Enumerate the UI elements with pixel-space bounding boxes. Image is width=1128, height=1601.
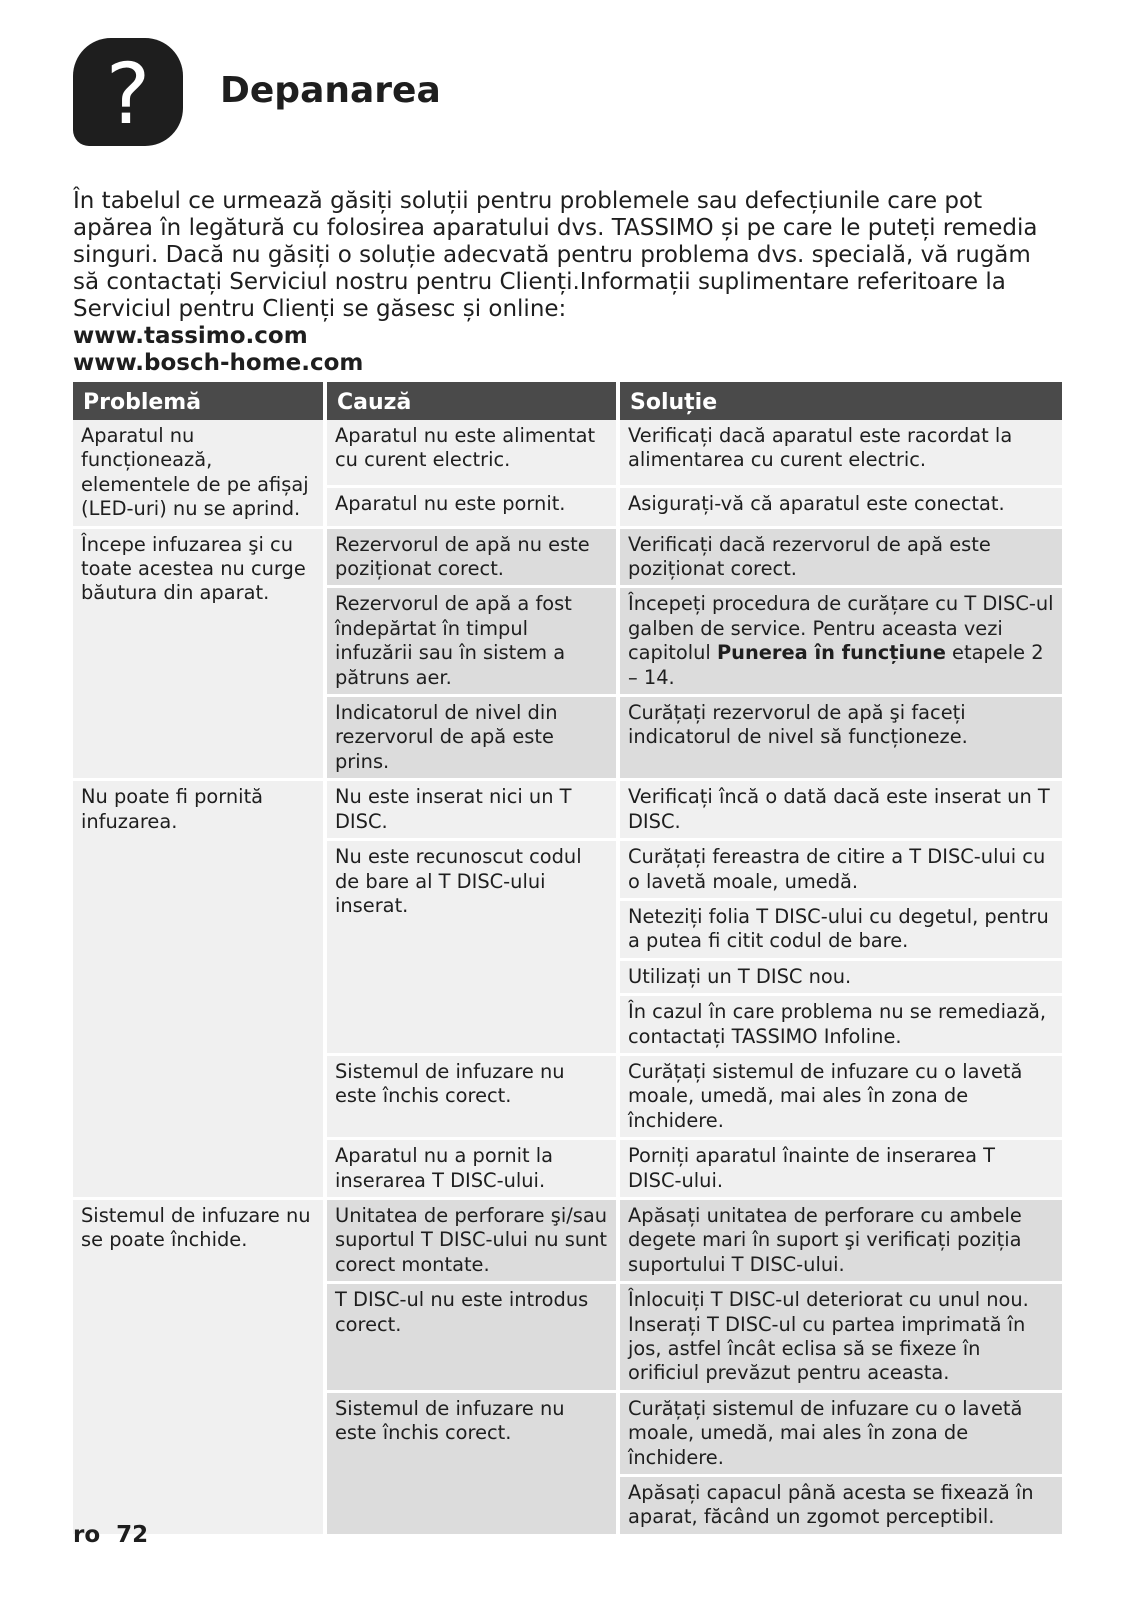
table-header-row: [73, 382, 1062, 420]
language-code: ro: [73, 1522, 101, 1548]
table-row: [73, 420, 1062, 487]
cause-cell: Indicatorul de nivel din rezervorul de apă este prins.: [325, 696, 618, 780]
cause-cell: Rezervorul de apă nu este poziționat corect.: [325, 527, 618, 587]
table-row: [73, 1198, 1062, 1282]
question-mark-glyph: ?: [105, 45, 151, 143]
solution-cell: În cazul în care problema nu se remediază, contactați TASSIMO Infoline.: [618, 995, 1062, 1055]
intro-paragraph: În tabelul ce urmează găsiți soluții pentru problemele sau defecțiunile care pot apărea în legătură cu folosirea aparatului dvs. TASSIMO și pe care le puteți remedia singuri. Dacă nu găsiți o soluție adecvată pentru problema dvs. specială, vă rugăm să contactați Serviciul nostru pentru Clienți.Informații suplimentare referitoare la Serviciul pentru Clienți se găsesc și online:: [73, 188, 1038, 322]
problem-cell: Aparatul nu funcționează, elementele de pe afișaj (LED-uri) nu se aprind.: [73, 420, 325, 527]
intro-block: [73, 188, 1063, 377]
header-problem: Problemă: [73, 382, 325, 420]
help-question-icon: [73, 38, 183, 146]
tassimo-link[interactable]: www.tassimo.com: [73, 323, 308, 349]
solution-cell: Apăsați unitatea de perforare cu ambele degete mari în suport şi verificați poziția suportului T DISC-ului.: [618, 1198, 1062, 1282]
cause-cell: Aparatul nu este alimentat cu curent electric.: [325, 420, 618, 487]
solution-cell: Utilizați un T DISC nou.: [618, 959, 1062, 994]
solution-cell: Asigurați-vă că aparatul este conectat.: [618, 487, 1062, 527]
cause-cell: Nu este recunoscut codul de bare al T DISC-ului inserat.: [325, 840, 618, 1055]
problem-cell: Nu poate fi pornită infuzarea.: [73, 780, 325, 1199]
solution-cell: Apăsați capacul până acesta se fixează în aparat, făcând un zgomot perceptibil.: [618, 1476, 1062, 1536]
cause-cell: Sistemul de infuzare nu este închis corect.: [325, 1391, 618, 1535]
solution-text: etapele 2 – 14.: [628, 641, 1044, 689]
cause-cell: Rezervorul de apă a fost îndepărtat în timpul infuzării sau în sistem a pătruns aer.: [325, 587, 618, 696]
solution-cell: Curățați rezervorul de apă şi faceți indicatorul de nivel să funcționeze.: [618, 696, 1062, 780]
solution-cell: Curățați sistemul de infuzare cu o lavetă moale, umedă, mai ales în zona de închidere.: [618, 1054, 1062, 1138]
page-title: Depanarea: [220, 70, 441, 111]
solution-cell: Verificați încă o dată dacă este inserat un T DISC.: [618, 780, 1062, 840]
solution-cell: Curățați sistemul de infuzare cu o lavetă moale, umedă, mai ales în zona de închidere.: [618, 1391, 1062, 1475]
cause-cell: T DISC-ul nu este introdus corect.: [325, 1283, 618, 1392]
table-row: [73, 780, 1062, 840]
solution-cell: Curățați fereastra de citire a T DISC-ului cu o lavetă moale, umedă.: [618, 840, 1062, 900]
problem-cell: Începe infuzarea şi cu toate acestea nu curge băutura din aparat.: [73, 527, 325, 780]
solution-cell: Neteziți folia T DISC-ului cu degetul, pentru a putea fi citit codul de bare.: [618, 899, 1062, 959]
cause-cell: Sistemul de infuzare nu este închis corect.: [325, 1054, 618, 1138]
cause-cell: Nu este inserat nici un T DISC.: [325, 780, 618, 840]
header-solution: Soluție: [618, 382, 1062, 420]
cause-cell: Aparatul nu a pornit la inserarea T DISC-ului.: [325, 1139, 618, 1199]
page-number: 72: [116, 1522, 149, 1548]
cause-cell: Unitatea de perforare şi/sau suportul T DISC-ului nu sunt corect montate.: [325, 1198, 618, 1282]
table-row: [73, 527, 1062, 587]
page-footer: [73, 1522, 148, 1548]
solution-cell: Verificați dacă rezervorul de apă este poziționat corect.: [618, 527, 1062, 587]
table-body: [73, 420, 1062, 1535]
header-cause: Cauză: [325, 382, 618, 420]
solution-text: Începeți procedura de curățare cu T DISC-ul galben de service. Pentru aceasta vezi capitolul: [628, 592, 1054, 665]
chapter-reference: Punerea în funcțiune: [716, 641, 946, 665]
cause-cell: Aparatul nu este pornit.: [325, 487, 618, 527]
problem-cell: Sistemul de infuzare nu se poate închide.: [73, 1198, 325, 1535]
solution-cell: Porniți aparatul înainte de inserarea T DISC-ului.: [618, 1139, 1062, 1199]
solution-cell: Verificați dacă aparatul este racordat la alimentarea cu curent electric.: [618, 420, 1062, 487]
solution-cell: Înlocuiți T DISC-ul deteriorat cu unul nou. Inserați T DISC-ul cu partea imprimată în jos, astfel încât eclisa să se fixeze în orificiul prevăzut pentru aceasta.: [618, 1283, 1062, 1392]
solution-cell: [618, 587, 1062, 696]
troubleshooting-table: [73, 382, 1062, 1537]
bosch-home-link[interactable]: www.bosch-home.com: [73, 350, 364, 376]
